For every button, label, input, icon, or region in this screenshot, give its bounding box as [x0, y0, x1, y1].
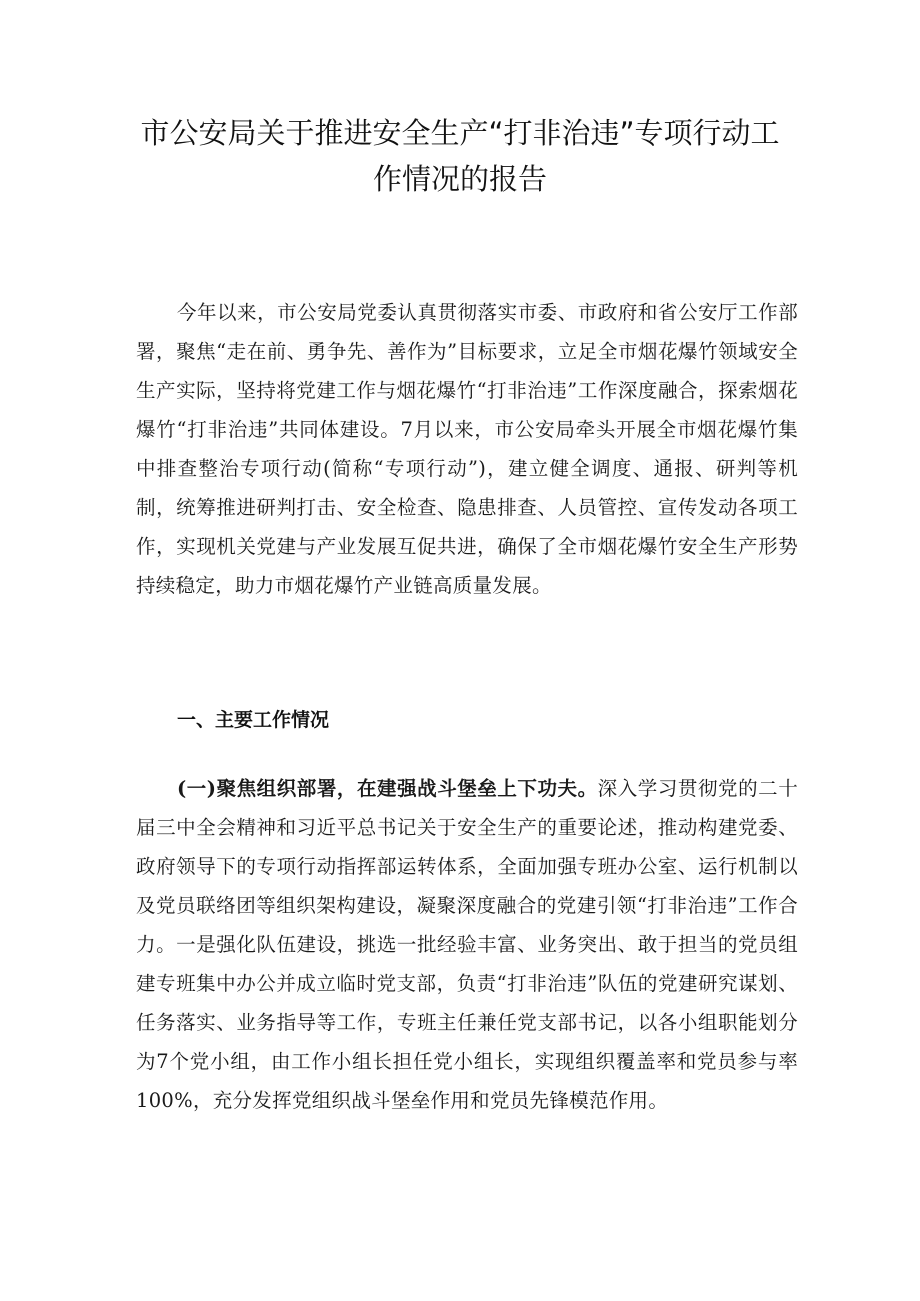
subsection-body: 深入学习贯彻党的二十届三中全会精神和习近平总书记关于安全生产的重要论述，推动构建党委、政府领导下的专项行动指挥部运转体系，全面加强专班办公室、运行机制以及党员联络团等组织架构建设，凝聚深度融合的党建引领“打非治违”工作合力。一是强化队伍建设，挑选一批经验丰富、业务突出、敢于担当的党员组建专班集中办公并成立临时党支部，负责“打非治违”队伍的党建研究谋划、任务落实、业务指导等工作，专班主任兼任党支部书记，以各小组职能划分为7个党小组，由工作小组长担任党小组长，实现组织覆盖率和党员参与率100%，充分发挥党组织战斗堡垒作用和党员先锋模范作用。: [136, 777, 798, 1112]
subsection-paragraph: [136, 769, 798, 1120]
subsection-lead: (一)聚焦组织部署，在建强战斗堡垒上下功夫。: [176, 777, 598, 800]
title-line-1: 市公安局关于推进安全生产“打非治违”专项行动工: [140, 116, 780, 150]
title-line-2: 作情况的报告: [372, 162, 547, 196]
section-heading: 一、主要工作情况: [177, 709, 330, 731]
document-title: [90, 110, 830, 202]
intro-paragraph: 今年以来，市公安局党委认真贯彻落实市委、市政府和省公安厅工作部署，聚焦“走在前、勇争先、善作为”目标要求，立足全市烟花爆竹领域安全生产实际，坚持将党建工作与烟花爆竹“打非治违”工作深度融合，探索烟花爆竹“打非治违”共同体建设。7月以来，市公安局牵头开展全市烟花爆竹集中排查整治专项行动(简称“专项行动”)，建立健全调度、通报、研判等机制，统筹推进研判打击、安全检查、隐患排查、人员管控、宣传发动各项工作，实现机关党建与产业发展互促共进，确保了全市烟花爆竹安全生产形势持续稳定，助力市烟花爆竹产业链高质量发展。: [136, 301, 798, 597]
